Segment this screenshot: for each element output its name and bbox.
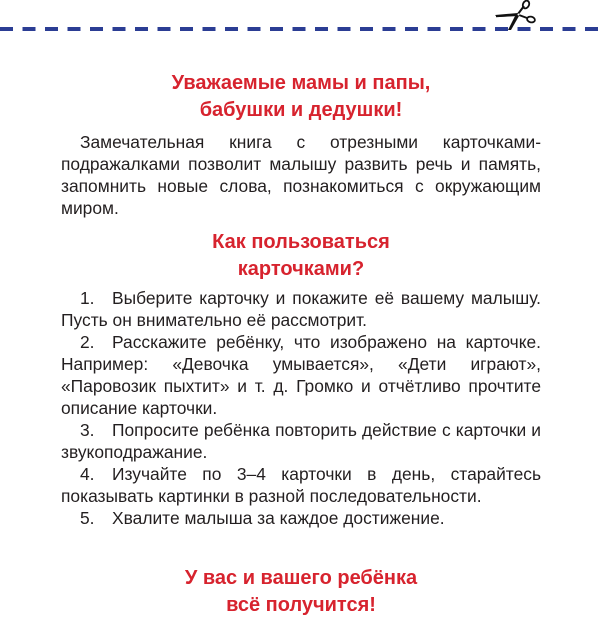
step-item <box>61 331 541 419</box>
step-number: 4. <box>80 464 95 484</box>
step-item <box>61 507 541 529</box>
closing-line-1: У вас и вашего ребёнка <box>184 567 418 589</box>
step-number: 2. <box>80 332 95 352</box>
intro-paragraph: Замечательная книга с отрезными карточками-подражалками позволит малышу развить речь и память, запомнить новые слова, познакомиться с окружающим миром. <box>61 132 541 218</box>
greeting-line-2: бабушки и дедушки! <box>199 99 403 121</box>
step-number: 1. <box>80 288 95 308</box>
scissors-icon <box>494 0 538 32</box>
step-text: Расскажите ребёнку, что изображено на карточке. Например: «Девочка умывается», «Дети играют», «Паровозик пыхтит» и т. д. Громко и отчётливо прочтите описание карточки. <box>61 332 541 418</box>
step-text: Попросите ребёнка повторить действие с карточки и звукоподражание. <box>61 420 541 462</box>
step-text: Изучайте по 3–4 карточки в день, старайтесь показывать картинки в разной последовательности. <box>61 464 541 506</box>
step-text: Хвалите малыша за каждое достижение. <box>112 508 445 528</box>
step-item <box>61 419 541 463</box>
greeting-heading <box>61 70 541 124</box>
closing-line-2: всё получится! <box>226 594 376 616</box>
howto-title-line-2: карточками? <box>237 258 365 280</box>
step-number: 5. <box>80 508 95 528</box>
step-text: Выберите карточку и покажите её вашему малышу. Пусть он внимательно её рассмотрит. <box>61 288 541 330</box>
step-item <box>61 287 541 331</box>
step-number: 3. <box>80 420 95 440</box>
steps-list <box>61 287 541 529</box>
howto-title-line-1: Как пользоваться <box>212 231 390 253</box>
step-item <box>61 463 541 507</box>
instruction-page <box>61 70 541 619</box>
closing-heading <box>61 565 541 619</box>
howto-heading <box>61 229 541 283</box>
greeting-line-1: Уважаемые мамы и папы, <box>171 72 431 94</box>
